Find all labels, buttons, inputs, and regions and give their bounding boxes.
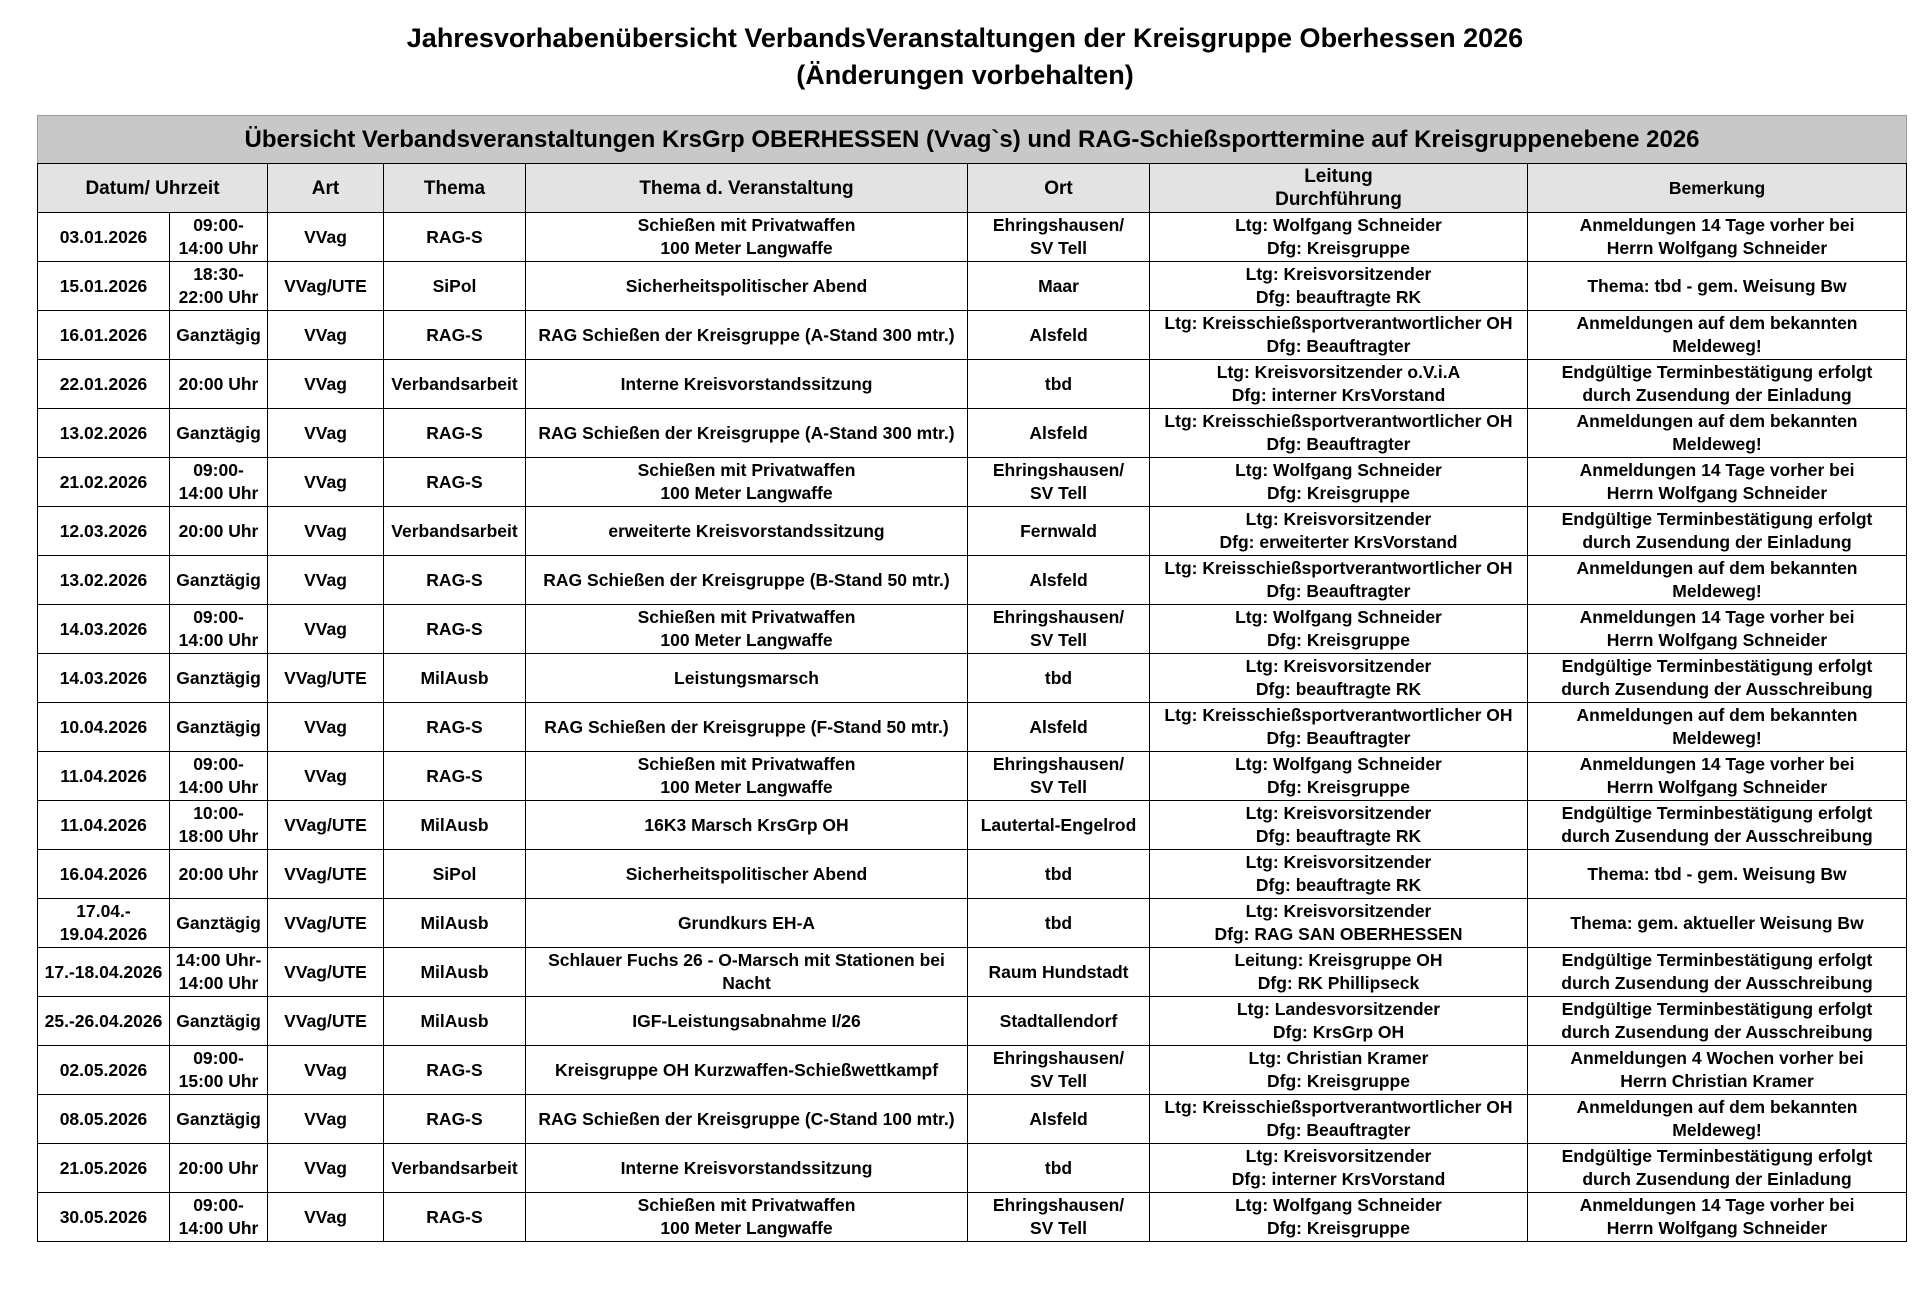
cell-veranstaltung: Leistungsmarsch <box>526 654 968 703</box>
cell-zeit: 20:00 Uhr <box>170 850 268 899</box>
cell-zeit: 20:00 Uhr <box>170 507 268 556</box>
cell-leitung: Ltg: Kreisschießsportverantwortlicher OH Dfg: Beauftragter <box>1150 1095 1528 1144</box>
cell-art: VVag <box>268 1095 384 1144</box>
cell-bemerkung: Anmeldungen 14 Tage vorher bei Herrn Wolfgang Schneider <box>1528 1193 1907 1242</box>
cell-bemerkung: Anmeldungen auf dem bekannten Meldeweg! <box>1528 1095 1907 1144</box>
table-row <box>38 458 1907 507</box>
cell-thema: RAG-S <box>384 556 526 605</box>
table-row <box>38 1193 1907 1242</box>
cell-bemerkung: Anmeldungen auf dem bekannten Meldeweg! <box>1528 409 1907 458</box>
cell-veranstaltung: IGF-Leistungsabnahme I/26 <box>526 997 968 1046</box>
cell-leitung: Ltg: Christian Kramer Dfg: Kreisgruppe <box>1150 1046 1528 1095</box>
cell-thema: Verbandsarbeit <box>384 1144 526 1193</box>
table-row <box>38 997 1907 1046</box>
cell-ort: Ehringshausen/ SV Tell <box>968 752 1150 801</box>
cell-datum: 11.04.2026 <box>38 752 170 801</box>
cell-art: VVag/UTE <box>268 850 384 899</box>
title-line-1: Jahresvorhabenübersicht VerbandsVeranstaltungen der Kreisgruppe Oberhessen 2026 <box>406 23 1524 53</box>
table-body <box>38 213 1907 1242</box>
cell-datum: 21.02.2026 <box>38 458 170 507</box>
cell-datum: 03.01.2026 <box>38 213 170 262</box>
cell-zeit: 14:00 Uhr- 14:00 Uhr <box>170 948 268 997</box>
cell-zeit: Ganztägig <box>170 556 268 605</box>
cell-ort: Alsfeld <box>968 556 1150 605</box>
cell-art: VVag <box>268 752 384 801</box>
cell-leitung: Ltg: Landesvorsitzender Dfg: KrsGrp OH <box>1150 997 1528 1046</box>
cell-thema: MilAusb <box>384 801 526 850</box>
cell-leitung: Ltg: Kreisschießsportverantwortlicher OH Dfg: Beauftragter <box>1150 703 1528 752</box>
cell-ort: Lautertal-Engelrod <box>968 801 1150 850</box>
cell-veranstaltung: Schießen mit Privatwaffen 100 Meter Langwaffe <box>526 605 968 654</box>
document-title <box>0 20 1930 94</box>
cell-zeit: 09:00- 15:00 Uhr <box>170 1046 268 1095</box>
table-row <box>38 311 1907 360</box>
cell-bemerkung: Endgültige Terminbestätigung erfolgt durch Zusendung der Einladung <box>1528 1144 1907 1193</box>
cell-bemerkung: Endgültige Terminbestätigung erfolgt durch Zusendung der Einladung <box>1528 507 1907 556</box>
cell-art: VVag <box>268 703 384 752</box>
cell-veranstaltung: RAG Schießen der Kreisgruppe (A-Stand 300 mtr.) <box>526 311 968 360</box>
cell-veranstaltung: RAG Schießen der Kreisgruppe (B-Stand 50 mtr.) <box>526 556 968 605</box>
cell-bemerkung: Thema: tbd - gem. Weisung Bw <box>1528 262 1907 311</box>
cell-datum: 30.05.2026 <box>38 1193 170 1242</box>
cell-art: VVag <box>268 1193 384 1242</box>
header-veranstaltung: Thema d. Veranstaltung <box>526 164 968 213</box>
cell-veranstaltung: 16K3 Marsch KrsGrp OH <box>526 801 968 850</box>
cell-ort: tbd <box>968 899 1150 948</box>
cell-ort: Stadtallendorf <box>968 997 1150 1046</box>
cell-bemerkung: Anmeldungen auf dem bekannten Meldeweg! <box>1528 703 1907 752</box>
table-banner: Übersicht Verbandsveranstaltungen KrsGrp OBERHESSEN (Vvag`s) und RAG-Schießsporttermine auf Kreisgruppenebene 2026 <box>38 116 1907 164</box>
header-bemerkung: Bemerkung <box>1528 164 1907 213</box>
cell-leitung: Ltg: Kreisvorsitzender Dfg: erweiterter KrsVorstand <box>1150 507 1528 556</box>
cell-datum: 16.04.2026 <box>38 850 170 899</box>
cell-ort: tbd <box>968 850 1150 899</box>
cell-bemerkung: Anmeldungen 14 Tage vorher bei Herrn Wolfgang Schneider <box>1528 752 1907 801</box>
cell-bemerkung: Anmeldungen 14 Tage vorher bei Herrn Wolfgang Schneider <box>1528 213 1907 262</box>
cell-zeit: 09:00- 14:00 Uhr <box>170 1193 268 1242</box>
cell-datum: 21.05.2026 <box>38 1144 170 1193</box>
header-thema: Thema <box>384 164 526 213</box>
cell-veranstaltung: Schießen mit Privatwaffen 100 Meter Langwaffe <box>526 1193 968 1242</box>
cell-datum: 17.04.- 19.04.2026 <box>38 899 170 948</box>
cell-veranstaltung: Sicherheitspolitischer Abend <box>526 262 968 311</box>
events-table <box>37 115 1907 1242</box>
table-row <box>38 213 1907 262</box>
table-row <box>38 1095 1907 1144</box>
cell-leitung: Ltg: Wolfgang Schneider Dfg: Kreisgruppe <box>1150 458 1528 507</box>
cell-veranstaltung: Kreisgruppe OH Kurzwaffen-Schießwettkampf <box>526 1046 968 1095</box>
table-row <box>38 556 1907 605</box>
cell-leitung: Ltg: Kreisvorsitzender Dfg: beauftragte RK <box>1150 654 1528 703</box>
cell-datum: 08.05.2026 <box>38 1095 170 1144</box>
cell-leitung: Ltg: Wolfgang Schneider Dfg: Kreisgruppe <box>1150 213 1528 262</box>
table-row <box>38 1144 1907 1193</box>
cell-zeit: 18:30- 22:00 Uhr <box>170 262 268 311</box>
cell-bemerkung: Thema: tbd - gem. Weisung Bw <box>1528 850 1907 899</box>
cell-zeit: 09:00- 14:00 Uhr <box>170 213 268 262</box>
cell-art: VVag <box>268 507 384 556</box>
cell-bemerkung: Endgültige Terminbestätigung erfolgt durch Zusendung der Einladung <box>1528 360 1907 409</box>
table-row <box>38 360 1907 409</box>
table-row <box>38 654 1907 703</box>
cell-zeit: 10:00- 18:00 Uhr <box>170 801 268 850</box>
cell-zeit: Ganztägig <box>170 654 268 703</box>
cell-ort: Ehringshausen/ SV Tell <box>968 605 1150 654</box>
cell-thema: RAG-S <box>384 605 526 654</box>
cell-thema: RAG-S <box>384 458 526 507</box>
cell-ort: Alsfeld <box>968 1095 1150 1144</box>
cell-art: VVag <box>268 458 384 507</box>
cell-art: VVag/UTE <box>268 997 384 1046</box>
cell-ort: Maar <box>968 262 1150 311</box>
cell-art: VVag/UTE <box>268 899 384 948</box>
cell-zeit: Ganztägig <box>170 703 268 752</box>
cell-leitung: Ltg: Kreisvorsitzender o.V.i.A Dfg: interner KrsVorstand <box>1150 360 1528 409</box>
cell-zeit: Ganztägig <box>170 311 268 360</box>
cell-veranstaltung: Schießen mit Privatwaffen 100 Meter Langwaffe <box>526 458 968 507</box>
cell-ort: Alsfeld <box>968 703 1150 752</box>
title-line-2: (Änderungen vorbehalten) <box>796 60 1134 90</box>
cell-ort: tbd <box>968 360 1150 409</box>
cell-datum: 12.03.2026 <box>38 507 170 556</box>
cell-veranstaltung: Schießen mit Privatwaffen 100 Meter Langwaffe <box>526 752 968 801</box>
table-row <box>38 850 1907 899</box>
cell-leitung: Ltg: Kreisvorsitzender Dfg: beauftragte RK <box>1150 850 1528 899</box>
cell-art: VVag <box>268 360 384 409</box>
cell-art: VVag/UTE <box>268 801 384 850</box>
cell-thema: MilAusb <box>384 899 526 948</box>
cell-ort: Ehringshausen/ SV Tell <box>968 1046 1150 1095</box>
cell-ort: Ehringshausen/ SV Tell <box>968 1193 1150 1242</box>
cell-bemerkung: Endgültige Terminbestätigung erfolgt durch Zusendung der Ausschreibung <box>1528 801 1907 850</box>
cell-zeit: 09:00- 14:00 Uhr <box>170 458 268 507</box>
cell-leitung: Ltg: Kreisvorsitzender Dfg: interner KrsVorstand <box>1150 1144 1528 1193</box>
cell-datum: 02.05.2026 <box>38 1046 170 1095</box>
cell-thema: RAG-S <box>384 1193 526 1242</box>
cell-datum: 11.04.2026 <box>38 801 170 850</box>
cell-leitung: Ltg: Kreisvorsitzender Dfg: RAG SAN OBERHESSEN <box>1150 899 1528 948</box>
cell-bemerkung: Endgültige Terminbestätigung erfolgt durch Zusendung der Ausschreibung <box>1528 948 1907 997</box>
cell-bemerkung: Thema: gem. aktueller Weisung Bw <box>1528 899 1907 948</box>
table-row <box>38 899 1907 948</box>
cell-zeit: Ganztägig <box>170 997 268 1046</box>
table-row <box>38 605 1907 654</box>
cell-ort: tbd <box>968 654 1150 703</box>
cell-thema: RAG-S <box>384 213 526 262</box>
cell-ort: tbd <box>968 1144 1150 1193</box>
header-ort: Ort <box>968 164 1150 213</box>
cell-leitung: Ltg: Kreisschießsportverantwortlicher OH Dfg: Beauftragter <box>1150 556 1528 605</box>
cell-art: VVag <box>268 1144 384 1193</box>
cell-datum: 25.-26.04.2026 <box>38 997 170 1046</box>
cell-leitung: Ltg: Wolfgang Schneider Dfg: Kreisgruppe <box>1150 1193 1528 1242</box>
cell-datum: 16.01.2026 <box>38 311 170 360</box>
cell-bemerkung: Anmeldungen 4 Wochen vorher bei Herrn Christian Kramer <box>1528 1046 1907 1095</box>
cell-zeit: Ganztägig <box>170 409 268 458</box>
cell-thema: MilAusb <box>384 948 526 997</box>
cell-veranstaltung: Sicherheitspolitischer Abend <box>526 850 968 899</box>
cell-ort: Alsfeld <box>968 311 1150 360</box>
cell-datum: 13.02.2026 <box>38 409 170 458</box>
cell-bemerkung: Anmeldungen 14 Tage vorher bei Herrn Wolfgang Schneider <box>1528 605 1907 654</box>
cell-thema: RAG-S <box>384 311 526 360</box>
cell-art: VVag <box>268 1046 384 1095</box>
cell-leitung: Ltg: Kreisschießsportverantwortlicher OH Dfg: Beauftragter <box>1150 409 1528 458</box>
cell-art: VVag <box>268 213 384 262</box>
cell-zeit: 20:00 Uhr <box>170 1144 268 1193</box>
cell-datum: 17.-18.04.2026 <box>38 948 170 997</box>
cell-thema: Verbandsarbeit <box>384 360 526 409</box>
cell-veranstaltung: Schießen mit Privatwaffen 100 Meter Langwaffe <box>526 213 968 262</box>
table-row <box>38 752 1907 801</box>
cell-veranstaltung: Grundkurs EH-A <box>526 899 968 948</box>
cell-bemerkung: Anmeldungen auf dem bekannten Meldeweg! <box>1528 311 1907 360</box>
header-leitung: Leitung Durchführung <box>1150 164 1528 213</box>
cell-thema: RAG-S <box>384 1095 526 1144</box>
cell-leitung: Ltg: Kreisvorsitzender Dfg: beauftragte RK <box>1150 262 1528 311</box>
cell-datum: 13.02.2026 <box>38 556 170 605</box>
cell-ort: Ehringshausen/ SV Tell <box>968 458 1150 507</box>
cell-zeit: 09:00- 14:00 Uhr <box>170 605 268 654</box>
cell-thema: MilAusb <box>384 654 526 703</box>
cell-ort: Ehringshausen/ SV Tell <box>968 213 1150 262</box>
cell-thema: SiPol <box>384 850 526 899</box>
cell-art: VVag/UTE <box>268 654 384 703</box>
table-row <box>38 262 1907 311</box>
cell-datum: 10.04.2026 <box>38 703 170 752</box>
table-row <box>38 409 1907 458</box>
cell-bemerkung: Endgültige Terminbestätigung erfolgt durch Zusendung der Ausschreibung <box>1528 997 1907 1046</box>
cell-leitung: Leitung: Kreisgruppe OH Dfg: RK Phillipseck <box>1150 948 1528 997</box>
cell-thema: RAG-S <box>384 409 526 458</box>
table-row <box>38 948 1907 997</box>
cell-ort: Alsfeld <box>968 409 1150 458</box>
cell-ort: Raum Hundstadt <box>968 948 1150 997</box>
cell-datum: 14.03.2026 <box>38 605 170 654</box>
cell-ort: Fernwald <box>968 507 1150 556</box>
cell-leitung: Ltg: Wolfgang Schneider Dfg: Kreisgruppe <box>1150 752 1528 801</box>
cell-veranstaltung: RAG Schießen der Kreisgruppe (C-Stand 100 mtr.) <box>526 1095 968 1144</box>
table-row <box>38 703 1907 752</box>
table-row <box>38 507 1907 556</box>
cell-thema: SiPol <box>384 262 526 311</box>
cell-datum: 15.01.2026 <box>38 262 170 311</box>
cell-bemerkung: Anmeldungen auf dem bekannten Meldeweg! <box>1528 556 1907 605</box>
table-row <box>38 801 1907 850</box>
cell-thema: RAG-S <box>384 703 526 752</box>
cell-thema: Verbandsarbeit <box>384 507 526 556</box>
cell-bemerkung: Anmeldungen 14 Tage vorher bei Herrn Wolfgang Schneider <box>1528 458 1907 507</box>
cell-zeit: 20:00 Uhr <box>170 360 268 409</box>
cell-art: VVag/UTE <box>268 262 384 311</box>
cell-thema: RAG-S <box>384 1046 526 1095</box>
cell-thema: RAG-S <box>384 752 526 801</box>
cell-art: VVag <box>268 556 384 605</box>
cell-veranstaltung: RAG Schießen der Kreisgruppe (A-Stand 300 mtr.) <box>526 409 968 458</box>
cell-art: VVag <box>268 311 384 360</box>
cell-datum: 22.01.2026 <box>38 360 170 409</box>
cell-veranstaltung: Schlauer Fuchs 26 - O-Marsch mit Stationen bei Nacht <box>526 948 968 997</box>
cell-zeit: 09:00- 14:00 Uhr <box>170 752 268 801</box>
cell-zeit: Ganztägig <box>170 1095 268 1144</box>
cell-datum: 14.03.2026 <box>38 654 170 703</box>
cell-veranstaltung: Interne Kreisvorstandssitzung <box>526 360 968 409</box>
cell-zeit: Ganztägig <box>170 899 268 948</box>
cell-thema: MilAusb <box>384 997 526 1046</box>
cell-art: VVag <box>268 605 384 654</box>
cell-veranstaltung: erweiterte Kreisvorstandssitzung <box>526 507 968 556</box>
cell-art: VVag <box>268 409 384 458</box>
table-row <box>38 1046 1907 1095</box>
cell-veranstaltung: RAG Schießen der Kreisgruppe (F-Stand 50 mtr.) <box>526 703 968 752</box>
cell-bemerkung: Endgültige Terminbestätigung erfolgt durch Zusendung der Ausschreibung <box>1528 654 1907 703</box>
header-art: Art <box>268 164 384 213</box>
cell-leitung: Ltg: Kreisvorsitzender Dfg: beauftragte RK <box>1150 801 1528 850</box>
cell-leitung: Ltg: Wolfgang Schneider Dfg: Kreisgruppe <box>1150 605 1528 654</box>
cell-art: VVag/UTE <box>268 948 384 997</box>
header-datum: Datum/ Uhrzeit <box>38 164 268 213</box>
cell-leitung: Ltg: Kreisschießsportverantwortlicher OH Dfg: Beauftragter <box>1150 311 1528 360</box>
cell-veranstaltung: Interne Kreisvorstandssitzung <box>526 1144 968 1193</box>
